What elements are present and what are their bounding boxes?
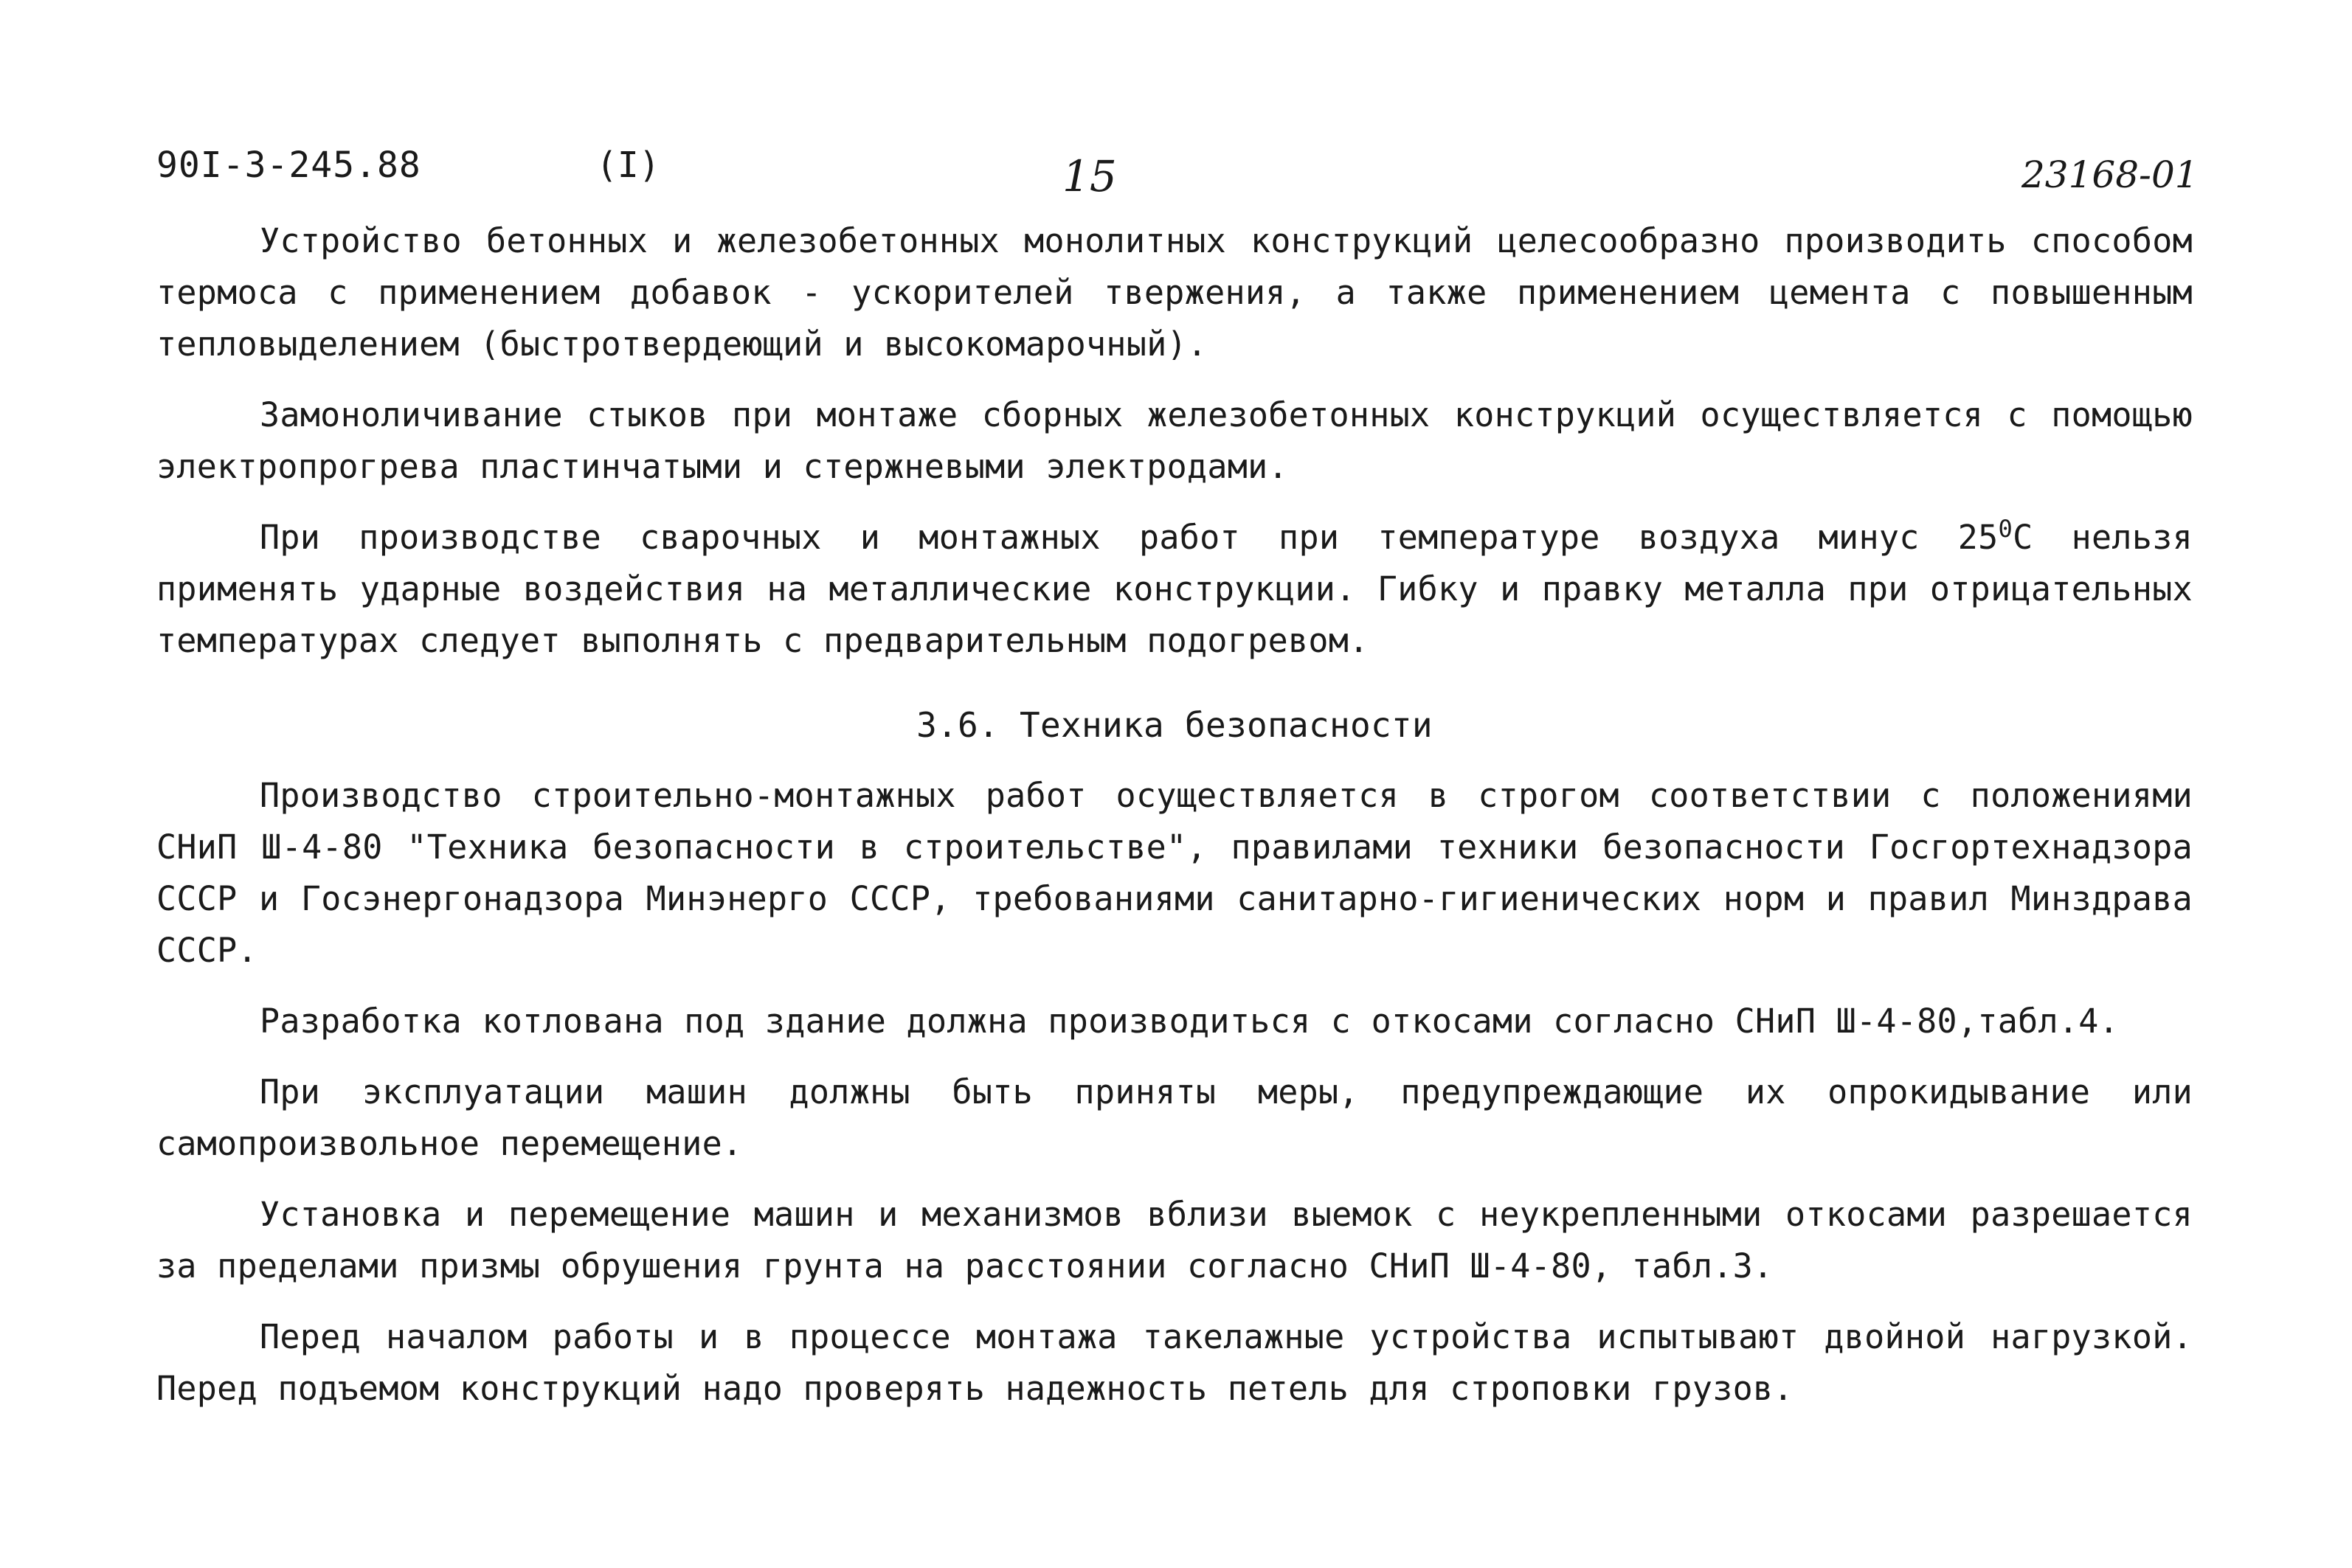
document-body	[156, 215, 2193, 1434]
paragraph-regulations: Производство строительно-монтажных работ осуществляется в строгом соответствии с положениями СНиП Ш-4-80 "Техника безопасности в строительстве", правилами техники безопасности Госгортехнадзора СССР и Госэнергонадзора Минэнерго СССР, требованиями санитарно-гигиенических норм и правил Минздрава СССР.	[156, 776, 2193, 970]
paragraph-rigging: Перед началом работы и в процессе монтажа такелажные устройства испытывают двойной нагрузкой. Перед подъемом конструкций надо проверять надежность петель для строповки грузов.	[156, 1317, 2193, 1408]
temp-text-after: С нельзя применять ударные воздействия на металлические конструкции. Гибку и правку металла при отрицательных температурах следует выполнять с предварительным подогревом.	[156, 518, 2193, 660]
document-code: 90I-3-245.88	[156, 145, 421, 186]
section-heading: 3.6. Техника безопасности	[916, 705, 1433, 745]
paragraph-welding-temperature	[156, 512, 2193, 667]
page-number: 15	[1062, 151, 1117, 201]
temp-text-before: При производстве сварочных и монтажных работ при температуре воздуха минус 25	[260, 518, 1999, 557]
paragraph-machine-operation: При эксплуатации машин должны быть приняты меры, предупреждающие их опрокидывание или самопроизвольное перемещение.	[156, 1072, 2193, 1163]
paragraph-excavation: Разработка котлована под здание должна производиться с откосами согласно СНиП Ш-4-80,табл.4.	[260, 1002, 2120, 1041]
paragraph-joint-grouting: Замоноличивание стыков при монтаже сборных железобетонных конструкций осуществляется с помощью электропрогрева пластинчатыми и стержневыми электродами.	[156, 395, 2193, 486]
volume-number: (I)	[596, 145, 660, 186]
sheet-id: 23168-01	[2021, 153, 2199, 196]
degree-superscript: 0	[1998, 515, 2013, 543]
paragraph-machine-placement: Установка и перемещение машин и механизмов вблизи выемок с неукрепленными откосами разрешается за пределами призмы обрушения грунта на расстоянии согласно СНиП Ш-4-80, табл.3.	[156, 1195, 2193, 1286]
paragraph-concrete-method: Устройство бетонных и железобетонных монолитных конструкций целесообразно производить способом термоса с применением добавок - ускорителей твержения, а также применением цемента с повышенным тепловыделением (быстротвердеющий и высокомарочный).	[156, 221, 2193, 364]
